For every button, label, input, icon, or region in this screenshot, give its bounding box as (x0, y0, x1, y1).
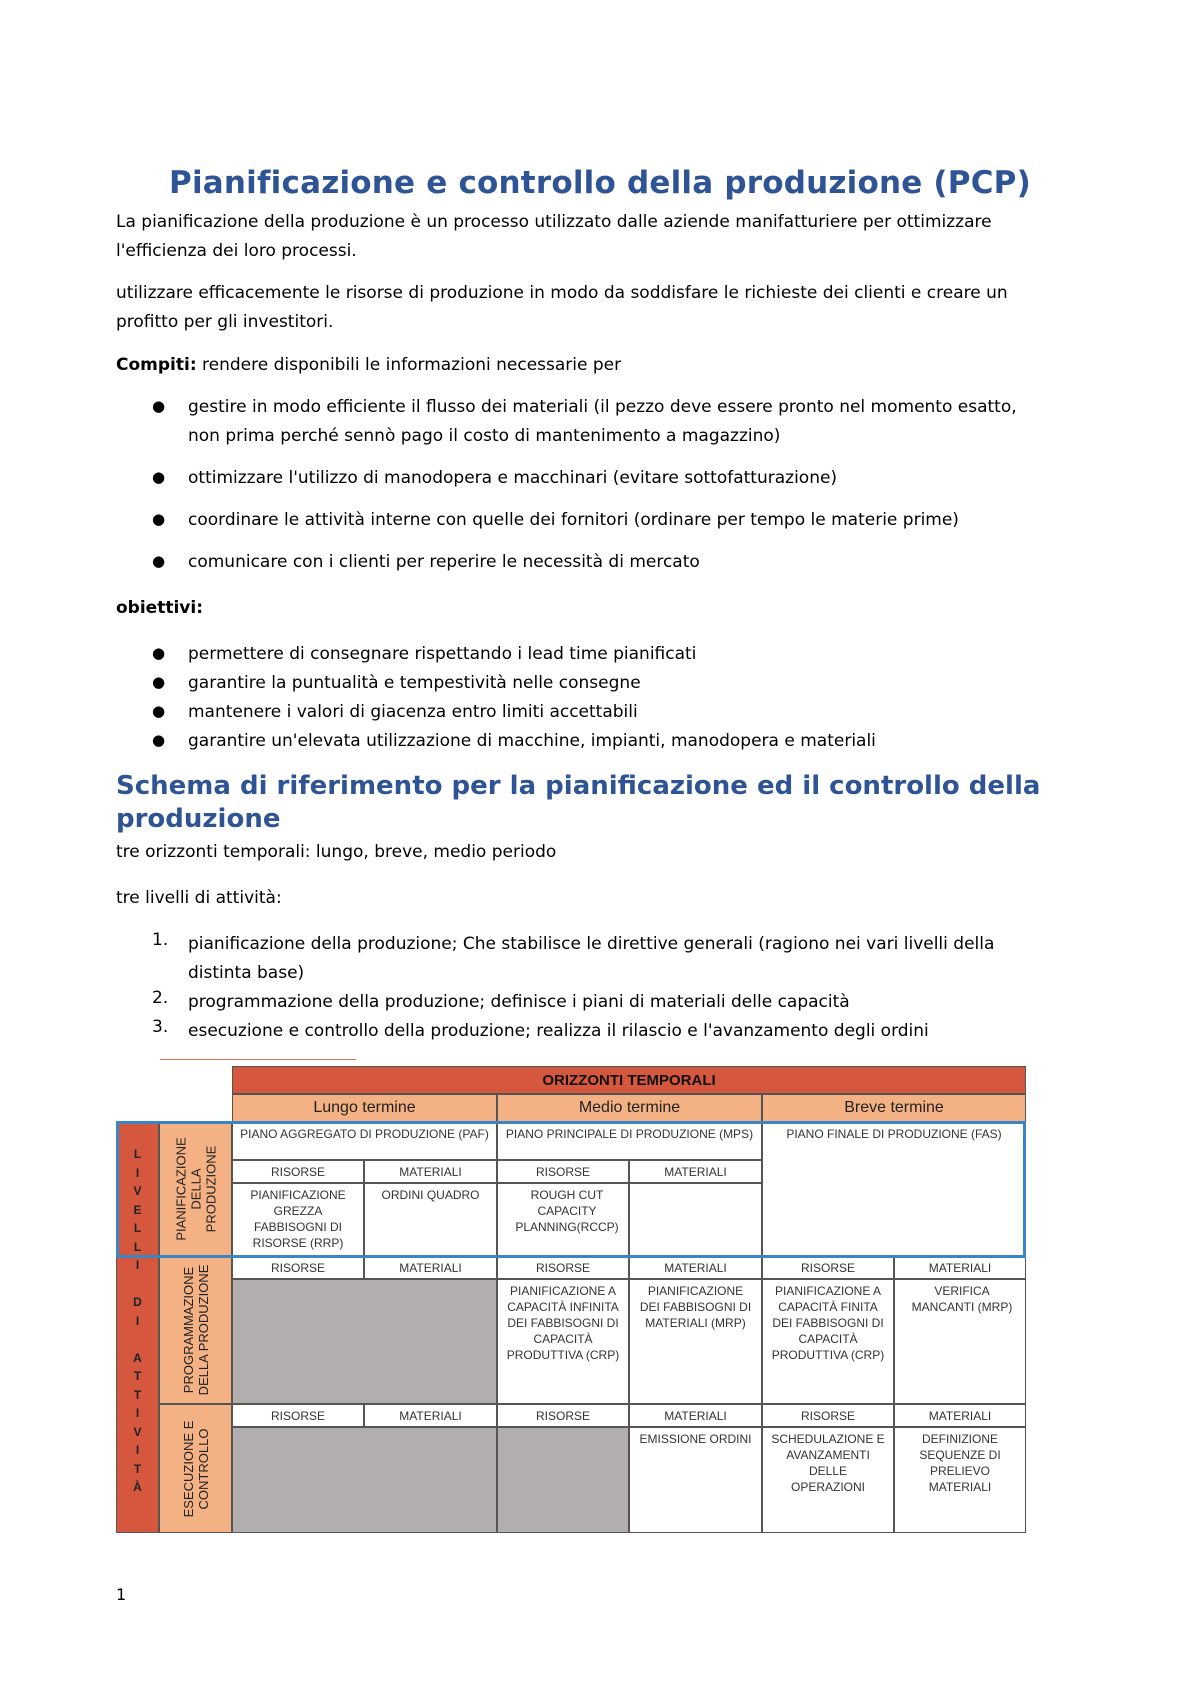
orizzonti-header: ORIZZONTI TEMPORALI (232, 1066, 1026, 1094)
cell-materiali: MATERIALI (629, 1404, 762, 1427)
side-letter: I (135, 1165, 140, 1180)
row-label-programmazione (159, 1256, 232, 1404)
side-letter: I (135, 1313, 140, 1328)
cell-prelievo: DEFINIZIONE SEQUENZE DI PRELIEVO MATERIALI (894, 1427, 1026, 1533)
obiettivi-item-2: garantire la puntualità e tempestività nelle consegne (188, 673, 641, 693)
cell-risorse: RISORSE (497, 1256, 629, 1279)
compiti-paragraph (116, 351, 1076, 380)
cell-crp-finita: PIANIFICAZIONE A CAPACITÀ FINITA DEI FABBISOGNI DI CAPACITÀ PRODUTTIVA (CRP) (762, 1279, 894, 1404)
row-label-esecuzione-text: ESECUZIONE E CONTROLLO (180, 1420, 211, 1517)
section-heading (116, 770, 1076, 836)
horizon-medio: Medio termine (497, 1094, 762, 1122)
cell-emissione-ordini: EMISSIONE ORDINI (629, 1427, 762, 1533)
obiettivi-label: obiettivi: (116, 598, 203, 618)
row-label-programmazione-text: PROGRAMMAZIONE DELLA PRODUZIONE (180, 1264, 211, 1396)
cell-crp-infinita: PIANIFICAZIONE A CAPACITÀ INFINITA DEI FABBISOGNI DI CAPACITÀ PRODUTTIVA (CRP) (497, 1279, 629, 1404)
cell-materiali: MATERIALI (629, 1160, 762, 1183)
compiti-label: Compiti: (116, 355, 197, 375)
intro-paragraph-1 (116, 208, 1076, 266)
bullet-icon: ● (152, 510, 166, 528)
bullet-icon: ● (152, 644, 166, 662)
cell-grey (497, 1427, 629, 1533)
cell-risorse: RISORSE (497, 1404, 629, 1427)
cell-materiali: MATERIALI (894, 1256, 1026, 1279)
cell-risorse: RISORSE (497, 1160, 629, 1183)
cell-grey (232, 1427, 497, 1533)
bullet-icon: ● (152, 702, 166, 720)
livelli-text: tre livelli di attività: (116, 888, 282, 908)
cell-materiali: MATERIALI (894, 1404, 1026, 1427)
side-letter: V (133, 1184, 142, 1198)
side-letter: I (135, 1443, 140, 1457)
cell-risorse: RISORSE (232, 1404, 364, 1427)
compiti-item-1-line-1: gestire in modo efficiente il flusso dei materiali (il pezzo deve essere pronto nel momento esatto, (188, 397, 1017, 417)
obiettivi-item-1: permettere di consegnare rispettando i lead time pianificati (188, 644, 697, 664)
cell-mps: PIANO PRINCIPALE DI PRODUZIONE (MPS) (497, 1122, 762, 1160)
compiti-item-3: coordinare le attività interne con quelle dei fornitori (ordinare per tempo le materie prime) (188, 510, 959, 530)
intro-line-4: profitto per gli investitori. (116, 312, 334, 332)
cell-risorse: RISORSE (762, 1256, 894, 1279)
intro-line-3: utilizzare efficacemente le risorse di produzione in modo da soddisfare le richieste dei clienti e creare un (116, 283, 1008, 303)
livelli-item-1-line-1: pianificazione della produzione; Che stabilisce le direttive generali (ragiono nei vari livelli della (188, 934, 995, 954)
list-number: 3. (152, 1017, 169, 1037)
cell-materiali: MATERIALI (364, 1404, 497, 1427)
cell-mrp: PIANIFICAZIONE DEI FABBISOGNI DI MATERIALI (MRP) (629, 1279, 762, 1404)
side-letter: T (133, 1369, 142, 1383)
page-number: 1 (116, 1585, 127, 1604)
cell-risorse: RISORSE (232, 1256, 364, 1279)
obiettivi-item-3: mantenere i valori di giacenza entro limiti accettabili (188, 702, 638, 722)
cell-verifica-mancanti: VERIFICA MANCANTI (MRP) (894, 1279, 1026, 1404)
bullet-icon: ● (152, 673, 166, 691)
livelli-item-1-line-2: distinta base) (188, 963, 305, 983)
list-number: 2. (152, 988, 169, 1008)
cell-fas: PIANO FINALE DI PRODUZIONE (FAS) (762, 1122, 1026, 1256)
livelli-item-3: esecuzione e controllo della produzione; realizza il rilascio e l'avanzamento degli ordini (188, 1021, 929, 1041)
decorative-line (160, 1059, 356, 1060)
bullet-icon: ● (152, 468, 166, 486)
side-letter: T (133, 1461, 142, 1476)
horizon-breve: Breve termine (762, 1094, 1026, 1122)
cell-grey (232, 1279, 497, 1404)
compiti-item-1-line-2: non prima perché sennò pago il costo di mantenimento a magazzino) (188, 426, 781, 446)
side-letter: L (133, 1221, 142, 1235)
side-letter: D (133, 1295, 142, 1309)
page-title: Pianificazione e controllo della produzione (PCP) (169, 165, 1031, 201)
cell-materiali: MATERIALI (364, 1256, 497, 1279)
side-letter: E (133, 1202, 142, 1217)
compiti-item-1 (188, 393, 1068, 451)
side-letter: T (133, 1387, 142, 1402)
livelli-item-2: programmazione della produzione; definisce i piani di materiali delle capacità (188, 992, 850, 1012)
side-letter: L (133, 1239, 142, 1254)
pcp-schema-diagram (116, 1066, 1026, 1533)
side-letter: L (133, 1147, 142, 1161)
compiti-item-4: comunicare con i clienti per reperire le necessità di mercato (188, 552, 700, 572)
cell-materiali: MATERIALI (364, 1160, 497, 1183)
cell-ordini-quadro: ORDINI QUADRO (364, 1183, 497, 1256)
bullet-icon: ● (152, 552, 166, 570)
cell-schedulazione: SCHEDULAZIONE E AVANZAMENTI DELLE OPERAZIONI (762, 1427, 894, 1533)
bullet-icon: ● (152, 397, 166, 415)
side-letter: A (133, 1350, 142, 1365)
side-letter: V (133, 1424, 142, 1439)
intro-paragraph-2 (116, 279, 1076, 337)
livelli-item-1 (188, 930, 1068, 988)
cell-rccp: ROUGH CUT CAPACITY PLANNING(RCCP) (497, 1183, 629, 1256)
horizon-lungo: Lungo termine (232, 1094, 497, 1122)
section-heading-line-2: produzione (116, 804, 281, 834)
bullet-icon: ● (152, 731, 166, 749)
compiti-item-2: ottimizzare l'utilizzo di manodopera e macchinari (evitare sottofatturazione) (188, 468, 838, 488)
obiettivi-item-4: garantire un'elevata utilizzazione di macchine, impianti, manodopera e materiali (188, 731, 876, 751)
side-letter: À (133, 1480, 142, 1494)
row-label-esecuzione (159, 1404, 232, 1533)
side-letter: I (135, 1258, 140, 1272)
cell-materiali: MATERIALI (629, 1256, 762, 1279)
compiti-text: rendere disponibili le informazioni necessarie per (196, 355, 622, 375)
cell-risorse: RISORSE (762, 1404, 894, 1427)
list-number: 1. (152, 930, 169, 950)
orizzonti-text: tre orizzonti temporali: lungo, breve, medio periodo (116, 842, 557, 862)
side-letter: I (135, 1406, 140, 1420)
row-label-pianificazione-text: PIANIFICAZIONE DELLA PRODUZIONE (173, 1137, 218, 1241)
intro-line-1: La pianificazione della produzione è un processo utilizzato dalle aziende manifatturiere per ottimizzare (116, 212, 992, 232)
intro-line-2: l'efficienza dei loro processi. (116, 241, 357, 261)
section-heading-line-1: Schema di riferimento per la pianificazione ed il controllo della (116, 771, 1041, 801)
highlight-box (116, 1121, 1026, 1258)
cell-rrp: PIANIFICAZIONE GREZZA FABBISOGNI DI RISORSE (RRP) (232, 1183, 364, 1256)
cell-paf: PIANO AGGREGATO DI PRODUZIONE (PAF) (232, 1122, 497, 1160)
cell-risorse: RISORSE (232, 1160, 364, 1183)
